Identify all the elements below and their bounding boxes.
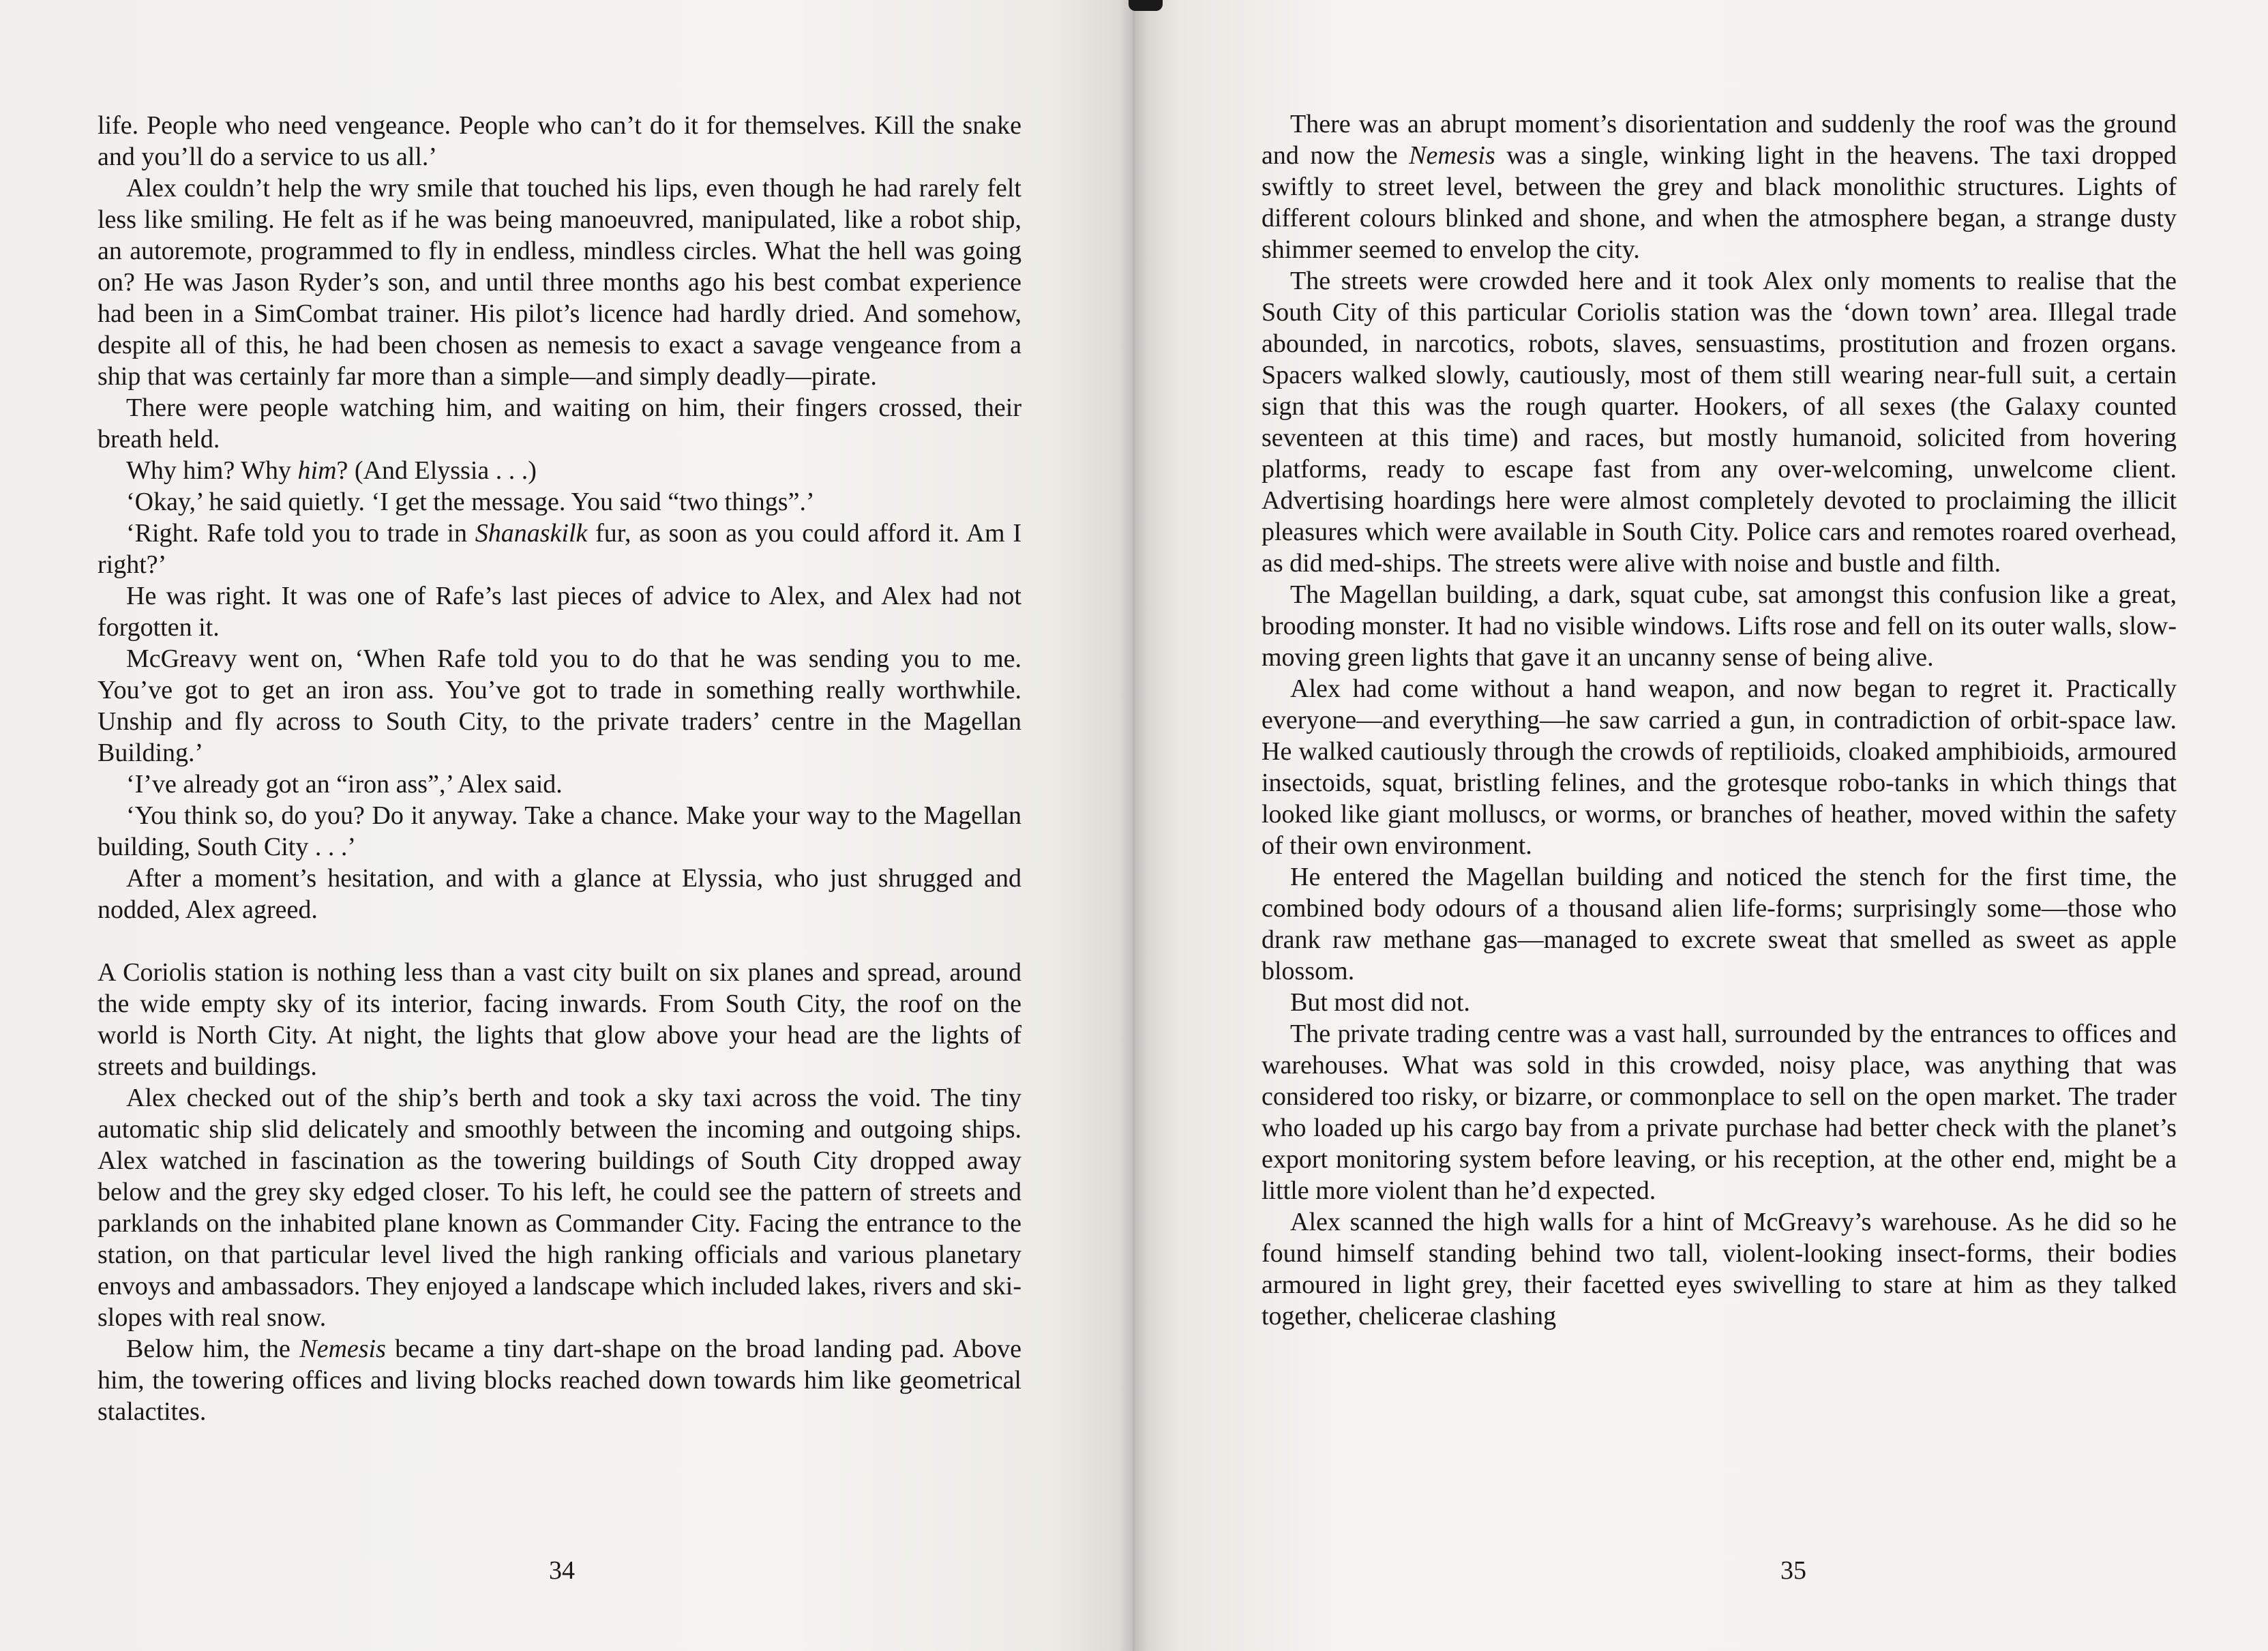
paragraph: The Magellan building, a dark, squat cube, sat amongst this confusion like a great, brooding monster. It had no visible windows. Lifts rose and fell on its outer walls, slow-moving green lights that gave it an uncanny sense of being alive. bbox=[1262, 580, 2177, 672]
italic-emphasis: Nemesis bbox=[1409, 141, 1495, 170]
paragraph: The private trading centre was a vast hall, surrounded by the entrances to offices and warehouses. What was sold in this crowded, noisy place, was anything that was considered too risky, or bizarre, or commonplace to sell on the open market. The trader who loaded up his cargo bay from a private purchase had better check with the planet’s export monitoring system before leaving, or his reception, at the other end, might be a little more violent than he’d expected. bbox=[1262, 1020, 2177, 1205]
paragraph: But most did not. bbox=[1290, 988, 1470, 1017]
paragraph: Alex checked out of the ship’s berth and took a sky taxi across the void. The tiny automatic ship slid delicately and smoothly between the incoming and outgoing ships. Alex watched in fascination as the towering buildings of South City dropped away below and the grey sky edged closer. To his left, he could see the pattern of streets and parklands on the inhabited plane known as Commander City. Facing the entrance to the station, on that particular level lived the high ranking officials and various planetary envoys and ambassadors. They enjoyed a landscape which included lakes, rivers and ski-slopes with real snow. bbox=[98, 1084, 1021, 1332]
paragraph: Why him? Why him? (And Elyssia . . .) bbox=[126, 456, 537, 485]
paragraph: He entered the Magellan building and noticed the stench for the first time, the combined body odours of a thousand alien life-forms; surprisingly some—those who drank raw methane gas—managed to excrete sweat that smelled as sweet as apple blossom. bbox=[1262, 863, 2177, 985]
right-page-body-text bbox=[1262, 108, 2177, 1332]
paragraph: Alex scanned the high walls for a hint of McGreavy’s warehouse. As he did so he found himself standing behind two tall, violent-looking insect-forms, their bodies armoured in light grey, their facetted eyes swivelling to stare at him as they talked together, chelicerae clashing bbox=[1262, 1208, 2177, 1330]
page-number: 34 bbox=[549, 1556, 575, 1585]
paragraph: After a moment’s hesitation, and with a glance at Elyssia, who just shrugged and nodded, Alex agreed. bbox=[98, 864, 1021, 924]
paragraph: ‘Okay,’ he said quietly. ‘I get the message. You said “two things”.’ bbox=[126, 488, 815, 516]
italic-emphasis: Nemesis bbox=[299, 1335, 386, 1363]
section-opening-paragraph: A Coriolis station is nothing less than a vast city built on six planes and spread, around the wide empty sky of its interior, facing inwards. From South City, the roof on the world is North City. At night, the lights that glow above your head are the lights of streets and buildings. bbox=[98, 958, 1021, 1081]
paragraph: Alex had come without a hand weapon, and now began to regret it. Practically everyone—and everything—he saw carried a gun, in contradiction of orbit-space law. He walked cautiously through the crowds of reptilioids, cloaked amphibioids, armoured insectoids, squat, bristling felines, and the grotesque robo-tanks in which things that looked like giant molluscs, or worms, or branches of heather, moved within the safety of their own environment. bbox=[1262, 674, 2177, 860]
italic-emphasis: Shanaskilk bbox=[475, 519, 588, 548]
paragraph: ‘Right. Rafe told you to trade in Shanaskilk fur, as soon as you could afford it. Am I right?’ bbox=[98, 519, 1022, 579]
paragraph: There was an abrupt moment’s disorientation and suddenly the roof was the ground and now the Nemesis was a single, winking light in the heavens. The taxi dropped swiftly to street level, between the grey and black monolithic structures. Lights of different colours blinked and shone, and when the atmosphere began, a strange dusty shimmer seemed to envelop the city. bbox=[1262, 110, 2177, 264]
italic-emphasis: him bbox=[297, 456, 337, 485]
paragraph: There were people watching him, and waiting on him, their fingers crossed, their breath held. bbox=[98, 393, 1021, 453]
paragraph: Alex couldn’t help the wry smile that touched his lips, even though he had rarely felt less like smiling. He felt as if he was being manoeuvred, manipulated, like a robot ship, an autoremote, programmed to fly in endless, mindless circles. What the hell was going on? He was Jason Ryder’s son, and until three months ago his best combat experience had been in a SimCombat trainer. His pilot’s licence had hardly dried. And somehow, despite all of this, he had been chosen as nemesis to exact a savage vengeance from a ship that was certainly far more than a simple—and simply deadly—pirate. bbox=[98, 174, 1021, 391]
paragraph: The streets were crowded here and it took Alex only moments to realise that the South City of this particular Coriolis station was the ‘down town’ area. Illegal trade abounded, in narcotics, robots, slaves, sensuastims, prostitution and frozen organs. Spacers walked slowly, cautiously, most of them still wearing near-full suit, a certain sign that this was the rough quarter. Hookers, of all sexes (the Galaxy counted seventeen at this time) and races, but mostly humanoid, solicited from hovering platforms, ready to escape fast from any over-welcoming, unwelcome client. Advertising hoardings here were almost completely devoted to proclaiming the illicit pleasures which were available in South City. Police cars and remotes roared overhead, as did med-ships. The streets were alive with noise and bustle and filth. bbox=[1262, 267, 2177, 578]
paragraph: ‘You think so, do you? Do it anyway. Take a chance. Make your way to the Magellan building, South City . . .’ bbox=[98, 801, 1021, 861]
paragraph: McGreavy went on, ‘When Rafe told you to do that he was sending you to me. You’ve got to get an iron ass. You’ve got to trade in something really worthwhile. Unship and fly across to South City, to the private traders’ centre in the Magellan Building.’ bbox=[98, 644, 1021, 767]
left-page bbox=[0, 0, 1133, 1651]
page-number: 35 bbox=[1780, 1556, 1806, 1585]
paragraph: life. People who need vengeance. People who can’t do it for themselves. Kill the snake and you’ll do a service to us all.’ bbox=[98, 111, 1021, 171]
paragraph: He was right. It was one of Rafe’s last pieces of advice to Alex, and Alex had not forgotten it. bbox=[98, 582, 1021, 642]
left-page-body-text bbox=[98, 110, 1021, 1427]
paragraph: Below him, the Nemesis became a tiny dart-shape on the broad landing pad. Above him, the towering offices and living blocks reached down towards him like geometrical stalactites. bbox=[98, 1335, 1021, 1426]
book-binding bbox=[1129, 0, 1163, 11]
right-page bbox=[1133, 0, 2268, 1651]
paragraph: ‘I’ve already got an “iron ass”,’ Alex said. bbox=[126, 770, 563, 799]
